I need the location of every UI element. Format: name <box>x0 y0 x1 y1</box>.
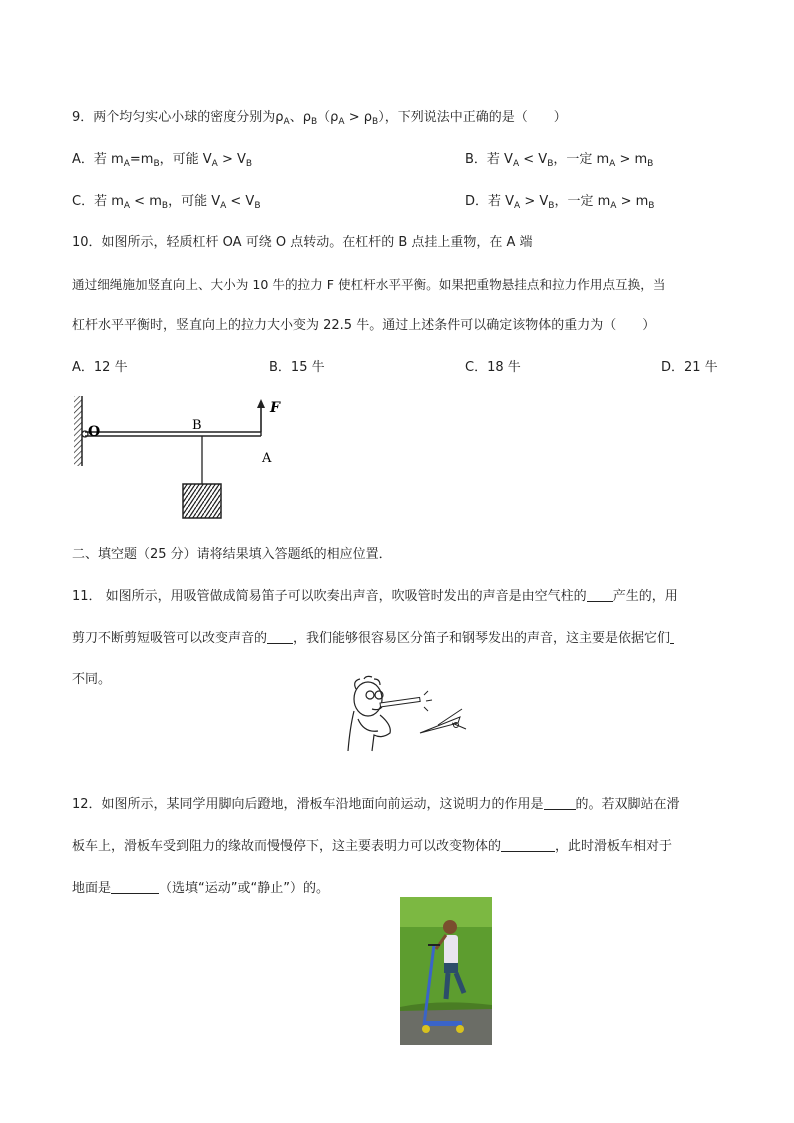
lever-bar <box>85 432 261 436</box>
q10-option-c: C．18 牛 <box>465 360 521 375</box>
q10-line-1: 10．如图所示，轻质杠杆 OA 可绕 O 点转动。在杠杆的 B 点挂上重物，在 A 端 <box>72 235 533 250</box>
label-o: O <box>88 424 101 440</box>
q9-option-a: A．若 $m_A=m_B$，可能 $V_A > V_B$ <box>72 152 253 169</box>
q9-option-d: D．若 $V_A > V_B$，一定 $m_A > m_B$ <box>465 194 655 211</box>
weight-block <box>183 484 221 518</box>
q10-option-d: D．21 牛 <box>661 360 718 375</box>
q9-option-b: B．若 $V_A < V_B$，一定 $m_A > m_B$ <box>465 152 654 169</box>
q10-line-3: 杠杆水平平衡时，竖直向上的拉力大小变为 22.5 牛。通过上述条件可以确定该物体的重力为（ ） <box>72 318 656 333</box>
scooter-photo <box>400 897 492 1045</box>
q10-line-2: 通过细绳施加竖直向上、大小为 10 牛的拉力 F 使杠杆水平平衡。如果把重物悬挂点和拉力作用点互换，当 <box>72 277 666 292</box>
blank-1[interactable] <box>587 588 613 602</box>
q11-line-2: 剪刀不断剪短吸管可以改变声音的 ，我们能够很容易区分笛子和钢琴发出的声音，这主要是依据它们 <box>72 630 674 648</box>
lever-diagram <box>68 396 288 526</box>
q12-line-2: 板车上，滑板车受到阻力的缘故而慢慢停下，这主要表明力可以改变物体的 ，此时滑板车相对于 <box>72 839 673 854</box>
q9-option-c: C．若 $m_A < m_B$，可能 $V_A < V_B$ <box>72 194 261 211</box>
wall <box>74 396 82 466</box>
blank-3[interactable] <box>670 630 674 644</box>
q10-option-b: B．15 牛 <box>269 360 325 375</box>
flute-illustration <box>342 673 470 755</box>
section-heading: 二、填空题（25 分）请将结果填入答题纸的相应位置． <box>72 547 392 562</box>
blank-2[interactable] <box>267 630 293 644</box>
blank-5[interactable] <box>501 838 555 852</box>
label-f: F <box>270 400 280 416</box>
q11-line-1: 11． 如图所示，用吸管做成简易笛子可以吹奏出声音，吹吸管时发出的声音是由空气柱的 产生的，用 <box>72 589 678 604</box>
q12-line-1: 12．如图所示，某同学用脚向后蹬地，滑板车沿地面向前运动，这说明力的作用是 的。若双脚站在滑 <box>72 797 680 812</box>
q9-stem: 9．两个均匀实心小球的密度分别为$\rho_A$、$\rho_B(\rho_A > \rho_B)$，下列说法中正确的是（ ） <box>72 110 567 127</box>
blank-6[interactable] <box>111 880 159 894</box>
q11-line-3: 不同。 <box>72 672 112 687</box>
force-arrow <box>257 399 265 432</box>
q12-line-3: 地面是 （选填“运动”或“静止”）的。 <box>72 881 329 896</box>
label-a: A <box>262 451 272 466</box>
label-b: B <box>192 418 202 433</box>
blank-4[interactable] <box>544 796 576 810</box>
q10-option-a: A．12 牛 <box>72 360 128 375</box>
